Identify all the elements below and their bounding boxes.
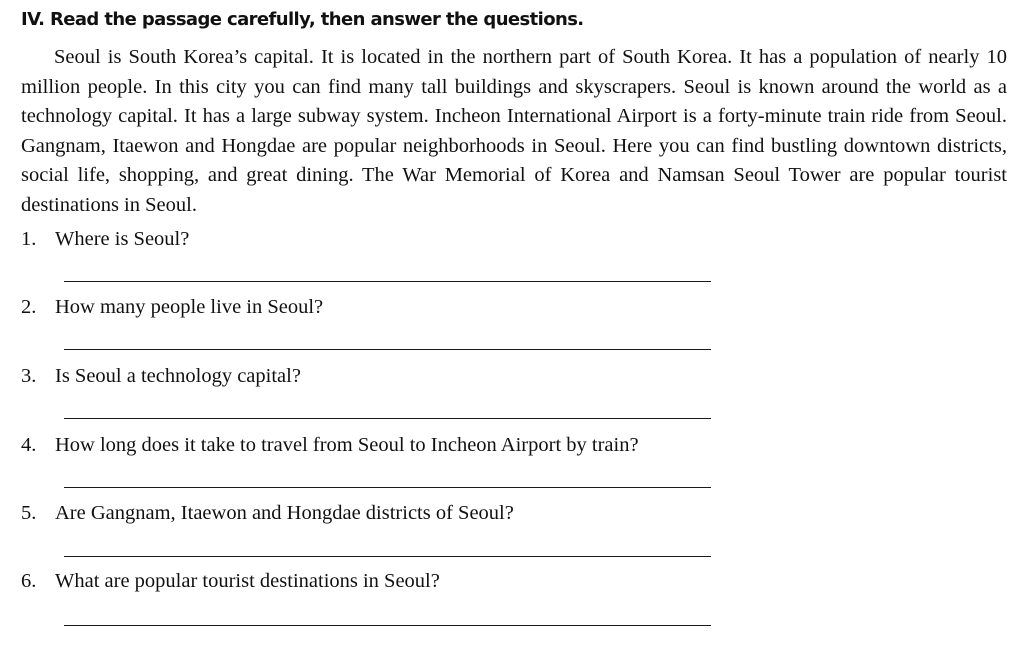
question-text: How long does it take to travel from Seoul to Incheon Airport by train? [55,434,639,456]
question-number: 1. [21,228,37,250]
question-4 [21,432,639,458]
answer-line-2[interactable] [64,349,711,350]
answer-line-6[interactable] [64,625,711,626]
question-number: 3. [21,365,37,387]
question-number: 5. [21,502,37,524]
question-number: 4. [21,434,37,456]
question-text: Is Seoul a technology capital? [55,365,301,387]
reading-passage: Seoul is South Korea’s capital. It is located in the northern part of South Korea. It has a population of nearly 10 million people. In this city you can find many tall buildings and skyscrapers. Seoul is known around the world as a technology capital. It has a large subway system. Incheon International Airport is a forty-minute train ride from Seoul. Gangnam, Itaewon and Hongdae are popular neighborhoods in Seoul. Here you can find bustling downtown districts, social life, shopping, and great dining. The War Memorial of Korea and Namsan Seoul Tower are popular tourist destinations in Seoul. [21,46,1007,216]
section-heading: IV. Read the passage carefully, then answer the questions. [21,9,584,30]
question-text: Where is Seoul? [55,228,190,250]
answer-line-3[interactable] [64,418,711,419]
answer-line-4[interactable] [64,487,711,488]
question-2 [21,294,323,320]
question-text: Are Gangnam, Itaewon and Hongdae districts of Seoul? [55,502,514,524]
answer-line-5[interactable] [64,556,711,557]
question-3 [21,363,301,389]
question-1 [21,226,189,252]
question-number: 6. [21,570,37,592]
question-6 [21,568,440,594]
question-text: How many people live in Seoul? [55,296,324,318]
question-text: What are popular tourist destinations in Seoul? [55,570,440,592]
answer-line-1[interactable] [64,281,711,282]
question-number: 2. [21,296,37,318]
question-5 [21,500,514,526]
